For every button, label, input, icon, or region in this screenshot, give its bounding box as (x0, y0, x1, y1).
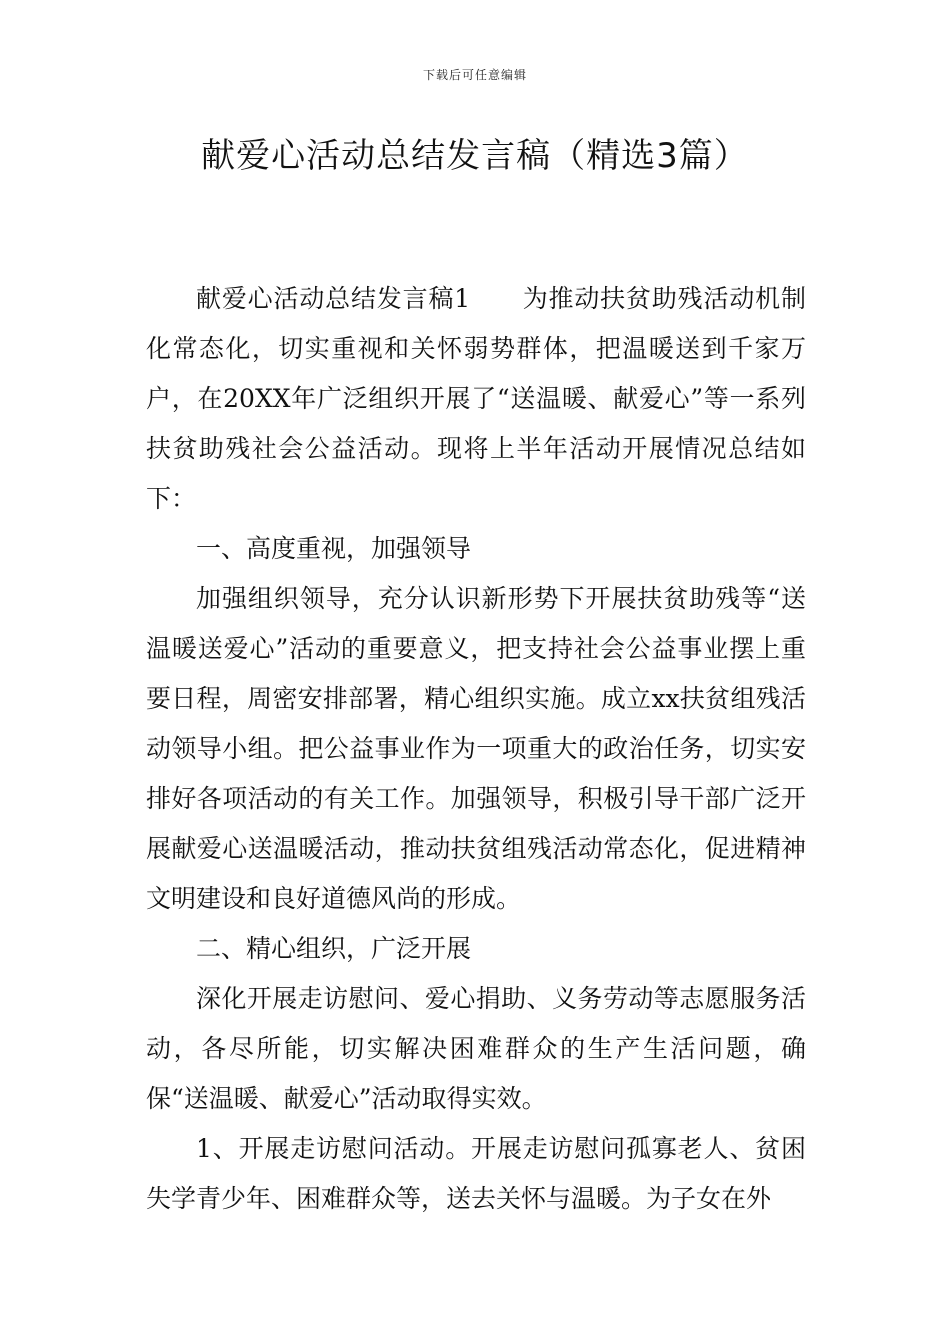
paragraph-intro: 献爱心活动总结发言稿1 为推动扶贫助残活动机制化常态化，切实重视和关怀弱势群体，把温暖送到千家万户，在20XX年广泛组织开展了“送温暖、献爱心”等一系列扶贫助残社会公益活动。现将上半年活动开展情况总结如下： (146, 284, 806, 513)
paragraph-visits: 1、开展走访慰问活动。开展走访慰问孤寡老人、贫困失学青少年、困难群众等，送去关怀与温暖。为子女在外 (146, 1134, 806, 1213)
section-heading-2: 二、精心组织，广泛开展 (196, 934, 472, 963)
paragraph-leadership: 加强组织领导，充分认识新形势下开展扶贫助残等“送温暖送爱心”活动的重要意义，把支持社会公益事业摆上重要日程，周密安排部署，精心组织实施。成立xx扶贫组残活动领导小组。把公益事业作为一项重大的政治任务，切实安排好各项活动的有关工作。加强领导，积极引导干部广泛开展献爱心送温暖活动，推动扶贫组残活动常态化，促进精神文明建设和良好道德风尚的形成。 (146, 584, 806, 913)
document-title: 献爱心活动总结发言稿（精选3篇） (201, 136, 749, 176)
header-note: 下载后可任意编辑 (422, 68, 527, 82)
paragraph-organize: 深化开展走访慰问、爱心捐助、义务劳动等志愿服务活动，各尽所能，切实解决困难群众的生产生活问题，确保“送温暖、献爱心”活动取得实效。 (146, 984, 806, 1113)
document-body (146, 274, 806, 1224)
section-heading-1: 一、高度重视，加强领导 (196, 534, 472, 563)
